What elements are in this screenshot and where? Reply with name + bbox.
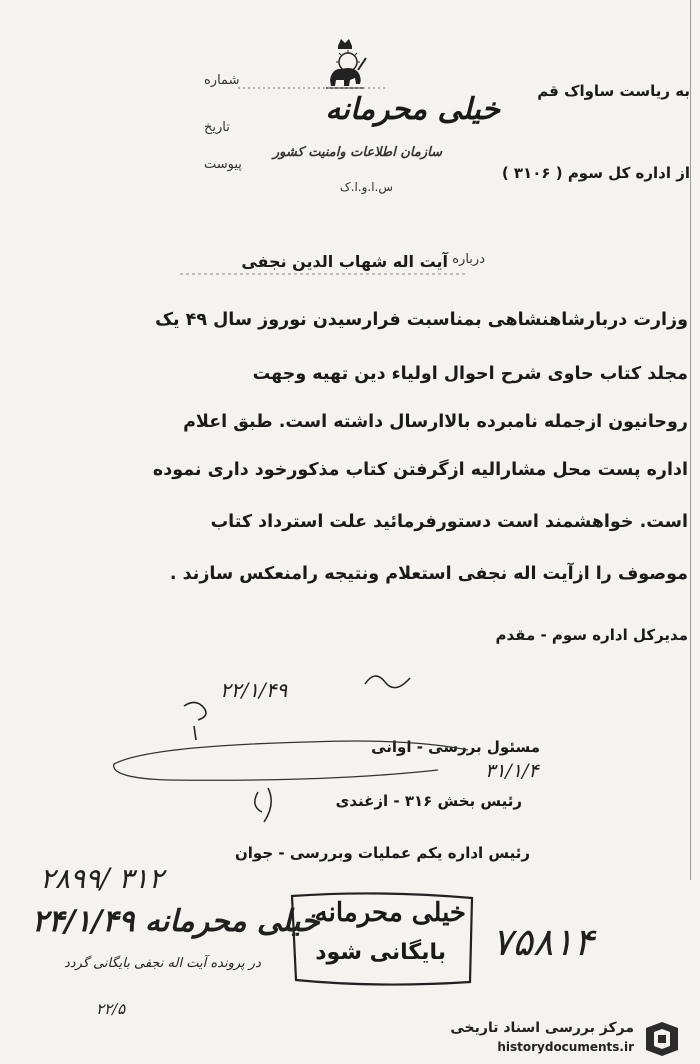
subject-underline [180, 272, 468, 276]
classified-date: خیلی محرمانه ۲۴/۱/۴۹ [32, 904, 320, 939]
officer-hand-date: ۳۱/۱/۴ [485, 760, 539, 782]
filing-note-date: ۲۲/۵ [96, 1000, 126, 1018]
director-signature: مدیرکل اداره سوم - مقدم [495, 626, 688, 644]
subject-label: درباره [452, 252, 485, 267]
page-edge-line [690, 0, 691, 880]
director-scribble [360, 664, 420, 694]
director-hand-date: ۲۲/۱/۴۹ [220, 678, 288, 702]
organization-name: سازمان اطلاعات وامنیت کشور [272, 145, 442, 160]
watermark-logo-icon [642, 1020, 682, 1058]
classification-heading: خیلی محرمانه [325, 92, 500, 127]
officer-signature-loop [108, 730, 480, 788]
date-label: تاریخ [204, 120, 230, 135]
organization-code: س.ا.و.ا.ک [339, 180, 393, 194]
section-head-scribble [248, 782, 298, 832]
dept-head-signature: رئیس اداره یکم عملیات وبررسی - جوان [234, 844, 530, 862]
number-dotted-line [238, 86, 386, 90]
stamp-line-2: بایگانی شود [315, 940, 446, 965]
number-label: شماره [204, 73, 240, 88]
body-line: است. خواهشمند است دستورفرمائید علت استرداد کتاب [210, 512, 688, 532]
section-head-signature: رئیس بخش ۳۱۶ - ازغندی [335, 792, 522, 810]
body-line: روحانیون ازجمله نامبرده بالاارسال داشته است. طبق اعلام [183, 412, 688, 432]
body-line: وزارت دربارشاهنشاهی بمناسبت فرارسیدن نوروز سال ۴۹ یک [155, 310, 688, 330]
watermark-url: historydocuments.ir [497, 1040, 634, 1054]
from-department: از اداره کل سوم ( ۳۱۰۶ ) [501, 164, 690, 182]
officer-signature: مسئول بررسی - اوانی [371, 738, 540, 756]
subject-value: آیت اله شهاب الدین نجفی [241, 252, 448, 271]
watermark [410, 1018, 690, 1060]
archive-number: ۷۵۸۱۴ [492, 920, 595, 964]
body-line: مجلد کتاب حاوی شرح احوال اولیاء دین تهیه وجهت [252, 364, 688, 384]
filing-note: در پرونده آیت اله نجفی بایگانی گردد [64, 956, 261, 971]
archive-stamp [288, 890, 478, 988]
recipient-line: به ریاست ساواک قم [537, 82, 690, 100]
body-line: موصوف را ازآیت اله نجفی استعلام ونتیجه رامنعکس سازند . [169, 564, 688, 584]
watermark-title: مرکز بررسی اسناد تاریخی [450, 1020, 634, 1036]
stamp-line-1: خیلی محرمانه [314, 898, 466, 928]
registration-number: ۲۸۹۹/ ۳۱۲ [40, 862, 164, 895]
body-line: اداره پست محل مشارالیه ازگرفتن کتاب مذکورخود داری نموده [152, 460, 688, 480]
attachment-label: پیوست [204, 157, 242, 172]
